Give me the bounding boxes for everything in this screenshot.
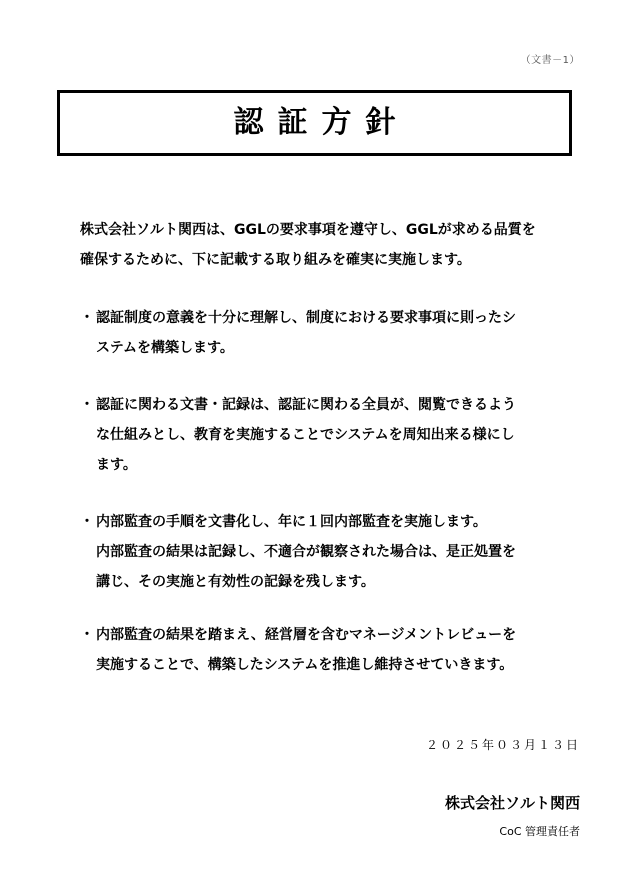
title-box bbox=[57, 90, 572, 156]
policy-item-internal-audit bbox=[80, 507, 585, 597]
policy-item-document-access bbox=[80, 390, 585, 480]
policy-line: な仕組みとし、教育を実施することでシステムを周知出来る様にし bbox=[96, 427, 515, 443]
document-number: （文書－1） bbox=[520, 55, 580, 66]
signatory-role: CoC 管理責任者 bbox=[499, 825, 580, 838]
bullet-mark: ・ bbox=[80, 397, 94, 413]
policy-line: 認証に関わる文書・記録は、認証に関わる全員が、閲覧できるよう bbox=[96, 397, 516, 413]
intro-paragraph bbox=[80, 215, 580, 275]
policy-line: ステムを構築します。 bbox=[96, 340, 234, 356]
intro-line: 株式会社ソルト関西は、GGLの要求事項を遵守し、GGLが求める品質を bbox=[80, 222, 536, 238]
bullet-mark: ・ bbox=[80, 627, 94, 643]
intro-line: 確保するために、下に記載する取り組みを確実に実施します。 bbox=[80, 252, 471, 268]
policy-line: 内部監査の結果を踏まえ、経営層を含むマネージメントレビューを bbox=[96, 627, 517, 643]
bullet-mark: ・ bbox=[80, 310, 94, 326]
policy-line: 実施することで、構築したシステムを推進し維持させていきます。 bbox=[96, 657, 514, 673]
bullet-mark: ・ bbox=[80, 514, 94, 530]
policy-line: 内部監査の結果は記録し、不適合が観察された場合は、是正処置を bbox=[96, 544, 516, 560]
policy-line: 講じ、その実施と有効性の記録を残します。 bbox=[96, 574, 375, 590]
policy-line: 内部監査の手順を文書化し、年に１回内部監査を実施します。 bbox=[96, 514, 487, 530]
policy-item-system-construction bbox=[80, 303, 585, 363]
policy-line: ます。 bbox=[96, 457, 137, 473]
page-title: 認証方針 bbox=[233, 105, 410, 140]
policy-line: 認証制度の意義を十分に理解し、制度における要求事項に則ったシ bbox=[96, 310, 516, 326]
policy-item-management-review bbox=[80, 620, 585, 680]
company-name: 株式会社ソルト関西 bbox=[444, 794, 580, 812]
issue-date: ２０２５年０３月１３日 bbox=[425, 738, 580, 752]
